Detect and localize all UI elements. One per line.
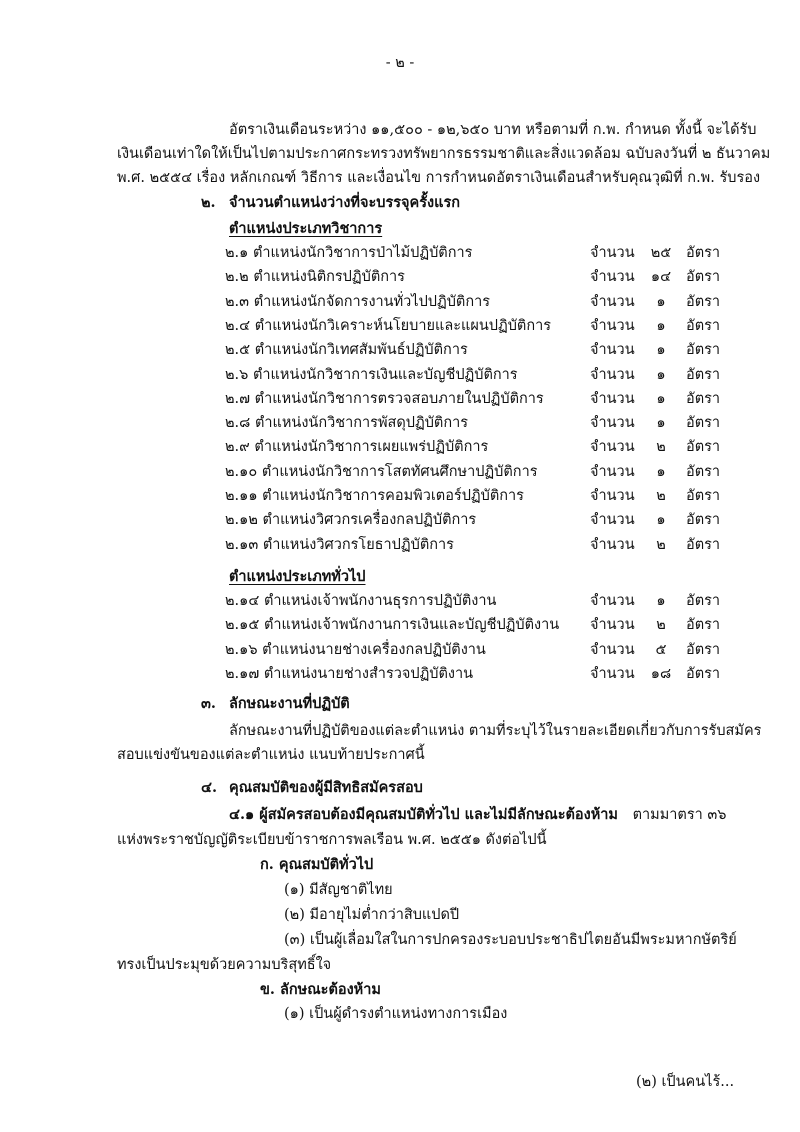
position-name: ๒.๑๓ ตำแหน่งวิศวกรโยธาปฏิบัติการ bbox=[225, 536, 454, 553]
section-3-title: ลักษณะงานที่ปฏิบัติ bbox=[229, 695, 350, 712]
count-label: จำนวน bbox=[590, 390, 635, 407]
position-name: ๒.๑๗ ตำแหน่งนายช่างสำรวจปฏิบัติงาน bbox=[225, 665, 474, 682]
section-4-number: ๔. bbox=[201, 779, 218, 796]
count-label: จำนวน bbox=[590, 245, 635, 261]
continuation-marker: (๒) เป็นคนไร้... bbox=[636, 1074, 735, 1090]
section-4-1-rest: ตามมาตรา ๓๖ bbox=[632, 807, 727, 823]
position-name: ๒.๑๔ ตำแหน่งเจ้าพนักงานธุรการปฏิบัติงาน bbox=[225, 593, 497, 609]
position-count: ๒ bbox=[656, 617, 666, 634]
position-count: ๑ bbox=[656, 293, 666, 310]
position-name: ๒.๙ ตำแหน่งนักวิชาการเผยแพร่ปฏิบัติการ bbox=[225, 439, 489, 456]
intro-line-1: อัตราเงินเดือนระหว่าง ๑๑,๕๐๐ - ๑๒,๖๕๐ บาท หรือตามที่ ก.พ. กำหนด ทั้งนี้ จะได้รับ bbox=[229, 122, 757, 138]
general-qualification-item: (๒) มีอายุไม่ต่ำกว่าสิบแปดปี bbox=[284, 907, 460, 923]
count-label: จำนวน bbox=[590, 366, 635, 383]
unit-label: อัตรา bbox=[686, 536, 721, 553]
section-4-1-line-2: แห่งพระราชบัญญัติระเบียบข้าราชการพลเรือน พ.ศ. ๒๕๕๑ ดังต่อไปนี้ bbox=[117, 832, 547, 848]
position-name: ๒.๑ ตำแหน่งนักวิชาการป่าไม้ปฏิบัติการ bbox=[225, 245, 473, 261]
position-count: ๑ bbox=[656, 463, 666, 480]
position-count: ๒๕ bbox=[650, 245, 672, 261]
count-label: จำนวน bbox=[590, 293, 635, 310]
position-count: ๑ bbox=[656, 366, 666, 383]
section-3-line-2: สอบแข่งขันของแต่ละตำแหน่ง แนบท้ายประกาศนี้ bbox=[117, 747, 425, 763]
count-label: จำนวน bbox=[590, 641, 635, 658]
general-heading: ตำแหน่งประเภททั่วไป bbox=[229, 568, 366, 585]
position-name: ๒.๑๒ ตำแหน่งวิศวกรเครื่องกลปฏิบัติการ bbox=[225, 512, 477, 529]
unit-label: อัตรา bbox=[686, 366, 721, 383]
position-count: ๕ bbox=[655, 641, 667, 658]
position-name: ๒.๑๑ ตำแหน่งนักวิชาการคอมพิวเตอร์ปฏิบัติการ bbox=[225, 488, 524, 504]
position-name: ๒.๑๐ ตำแหน่งนักวิชาการโสตทัศนศึกษาปฏิบัติการ bbox=[225, 463, 538, 480]
position-count: ๑ bbox=[656, 342, 666, 359]
position-count: ๑ bbox=[656, 512, 666, 529]
unit-label: อัตรา bbox=[686, 390, 721, 407]
position-name: ๒.๓ ตำแหน่งนักจัดการงานทั่วไปปฏิบัติการ bbox=[225, 293, 491, 310]
unit-label: อัตรา bbox=[686, 439, 721, 456]
unit-label: อัตรา bbox=[686, 617, 721, 634]
position-name: ๒.๕ ตำแหน่งนักวิเทศสัมพันธ์ปฏิบัติการ bbox=[225, 342, 468, 359]
general-qualification-item-continued: ทรงเป็นประมุขด้วยความบริสุทธิ์ใจ bbox=[117, 957, 332, 973]
section-4-1-line-1 bbox=[229, 805, 726, 825]
position-name: ๒.๗ ตำแหน่งนักวิชาการตรวจสอบภายในปฏิบัติการ bbox=[225, 390, 544, 407]
count-label: จำนวน bbox=[590, 512, 635, 529]
section-3-number: ๓. bbox=[201, 695, 216, 712]
unit-label: อัตรา bbox=[686, 463, 721, 480]
count-label: จำนวน bbox=[590, 342, 635, 359]
position-count: ๑๘ bbox=[650, 665, 672, 682]
section-2-title: จำนวนตำแหน่งว่างที่จะบรรจุครั้งแรก bbox=[229, 194, 461, 211]
position-name: ๒.๔ ตำแหน่งนักวิเคราะห์นโยบายและแผนปฏิบัติการ bbox=[225, 317, 552, 334]
unit-label: อัตรา bbox=[686, 293, 721, 310]
general-qualification-item: (๑) มีสัญชาติไทย bbox=[284, 882, 393, 898]
count-label: จำนวน bbox=[590, 617, 635, 634]
position-name: ๒.๘ ตำแหน่งนักวิชาการพัสดุปฏิบัติการ bbox=[225, 415, 469, 432]
unit-label: อัตรา bbox=[686, 488, 721, 504]
prohibited-heading: ข. ลักษณะต้องห้าม bbox=[260, 981, 381, 998]
position-count: ๑ bbox=[656, 593, 666, 609]
unit-label: อัตรา bbox=[686, 512, 721, 529]
count-label: จำนวน bbox=[590, 269, 635, 286]
position-name: ๒.๖ ตำแหน่งนักวิชาการเงินและบัญชีปฏิบัติการ bbox=[225, 366, 518, 383]
position-count: ๒ bbox=[656, 488, 666, 504]
count-label: จำนวน bbox=[590, 439, 635, 456]
general-qualification-item: (๓) เป็นผู้เลื่อมใสในการปกครองระบอบประชาธิปไตยอันมีพระมหากษัตริย์ bbox=[284, 932, 737, 948]
count-label: จำนวน bbox=[590, 536, 635, 553]
position-name: ๒.๑๕ ตำแหน่งเจ้าพนักงานการเงินและบัญชีปฏิบัติงาน bbox=[225, 617, 560, 634]
count-label: จำนวน bbox=[590, 593, 635, 609]
section-2-number: ๒. bbox=[201, 194, 216, 211]
intro-line-2: เงินเดือนเท่าใดให้เป็นไปตามประกาศกระทรวงทรัพยากรธรรมชาติและสิ่งแวดล้อม ฉบับลงวันที่ ๒ ธันวาคม bbox=[117, 146, 771, 162]
prohibited-item: (๑) เป็นผู้ดำรงตำแหน่งทางการเมือง bbox=[284, 1006, 508, 1022]
academic-heading: ตำแหน่งประเภทวิชาการ bbox=[229, 220, 383, 237]
position-name: ๒.๒ ตำแหน่งนิติกรปฏิบัติการ bbox=[225, 269, 405, 286]
unit-label: อัตรา bbox=[686, 269, 721, 286]
position-count: ๒ bbox=[656, 439, 666, 456]
general-qualifications-heading: ก. คุณสมบัติทั่วไป bbox=[260, 856, 374, 873]
count-label: จำนวน bbox=[590, 317, 635, 334]
section-4-1-bold: ๔.๑ ผู้สมัครสอบต้องมีคุณสมบัติทั่วไป และไม่มีลักษณะต้องห้าม bbox=[229, 806, 618, 823]
position-count: ๑ bbox=[656, 317, 666, 334]
position-name: ๒.๑๖ ตำแหน่งนายช่างเครื่องกลปฏิบัติงาน bbox=[225, 641, 486, 658]
unit-label: อัตรา bbox=[686, 245, 721, 261]
unit-label: อัตรา bbox=[686, 641, 721, 658]
unit-label: อัตรา bbox=[686, 593, 721, 609]
count-label: จำนวน bbox=[590, 488, 635, 504]
position-count: ๑ bbox=[656, 415, 666, 432]
intro-line-3: พ.ศ. ๒๕๕๔ เรื่อง หลักเกณฑ์ วิธีการ และเงื่อนไข การกำหนดอัตราเงินเดือนสำหรับคุณวุฒิที่ ก.พ. รับรอง bbox=[117, 170, 761, 186]
count-label: จำนวน bbox=[590, 415, 635, 432]
unit-label: อัตรา bbox=[686, 415, 721, 432]
count-label: จำนวน bbox=[590, 665, 635, 682]
page-number: - ๒ - bbox=[385, 55, 415, 71]
section-3-line-1: ลักษณะงานที่ปฏิบัติของแต่ละตำแหน่ง ตามที่ระบุไว้ในรายละเอียดเกี่ยวกับการรับสมัคร bbox=[229, 723, 762, 739]
count-label: จำนวน bbox=[590, 463, 635, 480]
unit-label: อัตรา bbox=[686, 317, 721, 334]
unit-label: อัตรา bbox=[686, 342, 721, 359]
position-count: ๑๔ bbox=[650, 269, 672, 286]
position-count: ๑ bbox=[656, 390, 666, 407]
position-count: ๒ bbox=[656, 536, 666, 553]
unit-label: อัตรา bbox=[686, 665, 721, 682]
section-4-title: คุณสมบัติของผู้มีสิทธิสมัครสอบ bbox=[229, 779, 423, 796]
